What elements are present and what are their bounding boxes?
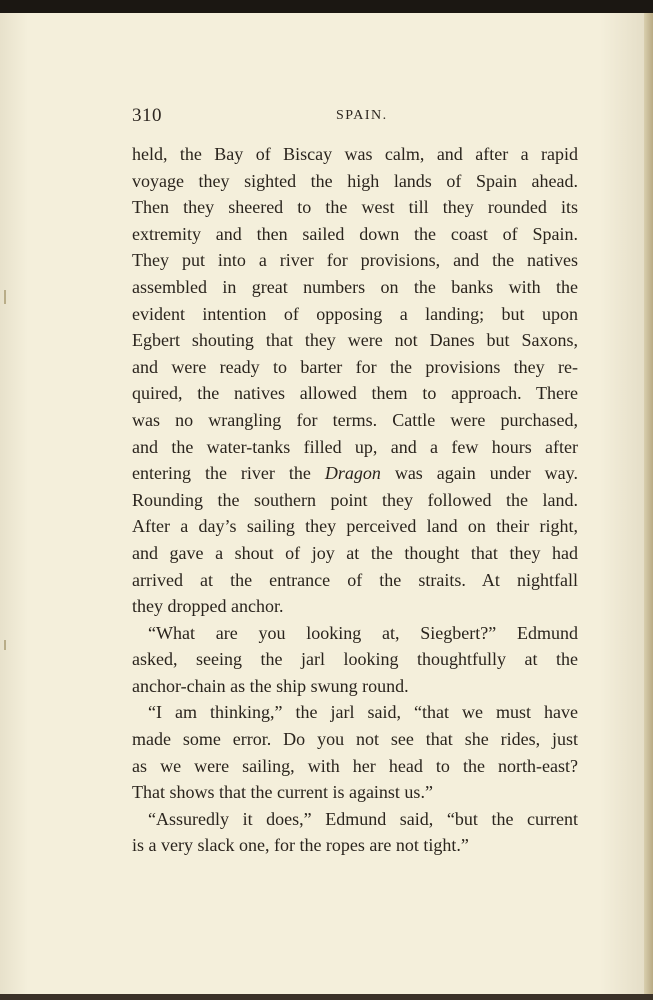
text-line: made some error. Do you not see that she rides, just (132, 729, 578, 750)
margin-mark (4, 290, 6, 304)
ship-name-italic: Dragon (324, 463, 381, 484)
text-line: Egbert shouting that they were not Danes but Saxons, (132, 330, 578, 351)
page-number: 310 (132, 105, 162, 126)
text-line: held, the Bay of Biscay was calm, and after a rapid (132, 144, 578, 164)
text-line: Rounding the southern point they followed the land. (132, 489, 578, 510)
text-line: anchor-chain as the ship swung round. (132, 675, 409, 696)
text-line: “What are you looking at, Siegbert?” Edmund (148, 622, 578, 643)
section-title: SPAIN. (336, 108, 388, 123)
text-line: assembled in great numbers on the banks with the (132, 276, 578, 297)
text-line: was no wrangling for terms. Cattle were purchased, (132, 409, 578, 430)
paragraph (132, 806, 578, 859)
margin-mark (4, 640, 6, 650)
text-line: Then they sheered to the west till they rounded its (132, 197, 578, 218)
text-line: as we were sailing, with her head to the north-east? (132, 755, 578, 776)
text-line: voyage they sighted the high lands of Spain ahead. (132, 170, 578, 191)
page-edge-right (644, 13, 653, 1000)
text-line: That shows that the current is against us.” (132, 782, 433, 803)
paragraph (132, 620, 578, 700)
text-line (132, 460, 578, 487)
text-line: After a day’s sailing they perceived land on their right, (132, 516, 578, 537)
text-line: They put into a river for provisions, and the natives (132, 250, 578, 271)
body-text (132, 141, 578, 859)
text-line: evident intention of opposing a landing; but upon (132, 303, 578, 324)
text-line: they dropped anchor. (132, 596, 284, 617)
text-line: and the water-tanks filled up, and a few hours after (132, 436, 578, 457)
text-line: asked, seeing the jarl looking thoughtfully at the (132, 649, 578, 670)
page-edge-bottom (0, 994, 653, 1000)
text-run: was again under way. (380, 463, 578, 484)
text-run: entering the river the (132, 463, 325, 484)
text-line: and were ready to barter for the provisions they re- (132, 356, 578, 377)
running-head (132, 105, 580, 129)
text-line: arrived at the entrance of the straits. At nightfall (132, 569, 578, 590)
text-line: quired, the natives allowed them to approach. There (132, 383, 578, 404)
text-line: “Assuredly it does,” Edmund said, “but the current (148, 808, 578, 829)
text-line: is a very slack one, for the ropes are not tight.” (132, 835, 469, 856)
paragraph (132, 699, 578, 805)
text-line: “I am thinking,” the jarl said, “that we must have (148, 702, 578, 723)
paragraph (132, 141, 578, 620)
text-line: and gave a shout of joy at the thought that they had (132, 542, 578, 563)
text-line: extremity and then sailed down the coast of Spain. (132, 223, 578, 244)
